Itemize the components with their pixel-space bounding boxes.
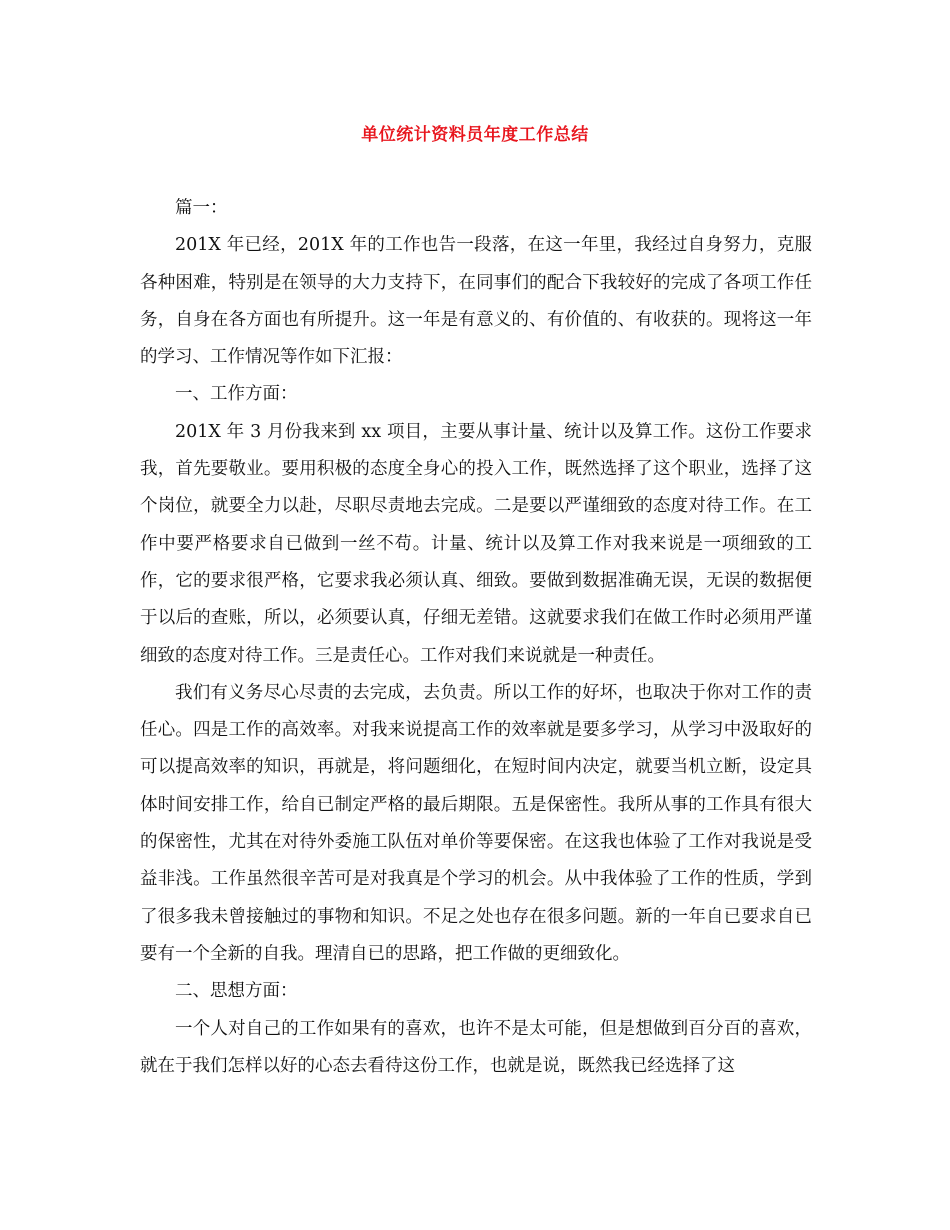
paragraph-thought: 一个人对自己的工作如果有的喜欢，也许不是太可能，但是想做到百分百的喜欢，就在于我们怎样以好的心态去看待这份工作，也就是说，既然我已经选择了这 (140, 1018, 812, 1076)
paragraph-heading-thought: 二、思想方面： (175, 981, 298, 1002)
paragraph-responsibility: 我们有义务尽心尽责的去完成，去负责。所以工作的好坏，也取决于你对工作的责任心。四是工作的高效率。对我来说提高工作的效率就是要多学习，从学习中汲取好的可以提高效率的知识，再就是，将问题细化，在短时间内决定，就要当机立断，设定具体时间安排工作，给自已制定严格的最后期限。五是保密性。我所从事的工作具有很大的保密性，尤其在对待外委施工队伍对单价等要保密。在这我也体验了工作对我说是受益非浅。工作虽然很辛苦可是对我真是个学习的机会。从中我体验了工作的性质，学到了很多我未曾接触过的事物和知识。不足之处也存在很多问题。新的一年自已要求自已要有一个全新的自我。理清自已的思路，把工作做的更细致化。 (140, 682, 812, 964)
document-body (140, 190, 812, 1085)
paragraph-heading-part-one: 篇一： (175, 198, 228, 218)
paragraph-intro: 201X 年已经，201X 年的工作也告一段落，在这一年里，我经过自身努力，克服各种困难，特别是在领导的大力支持下，在同事们的配合下我较好的完成了各项工作任务，自身在各方面也有所提升。这一年是有意义的、有价值的、有收获的。现将这一年的学习、工作情况等作如下汇报： (140, 235, 812, 368)
document-title: 单位统计资料员年度工作总结 (361, 125, 589, 145)
paragraph-work-details: 201X 年 3 月份我来到 xx 项目，主要从事计量、统计以及算工作。这份工作要求我，首先要敬业。要用积极的态度全身心的投入工作，既然选择了这个职业，选择了这个岗位，就要全力以赴，尽职尽责地去完成。二是要以严谨细致的态度对待工作。在工作中要严格要求自已做到一丝不苟。计量、统计以及算工作对我来说是一项细致的工作，它的要求很严格，它要求我必须认真、细致。要做到数据准确无误，无误的数据便于以后的查账，所以，必须要认真，仔细无差错。这就要求我们在做工作时必须用严谨细致的态度对待工作。三是责任心。工作对我们来说就是一种责任。 (140, 421, 812, 666)
paragraph-heading-work: 一、工作方面： (175, 384, 298, 405)
